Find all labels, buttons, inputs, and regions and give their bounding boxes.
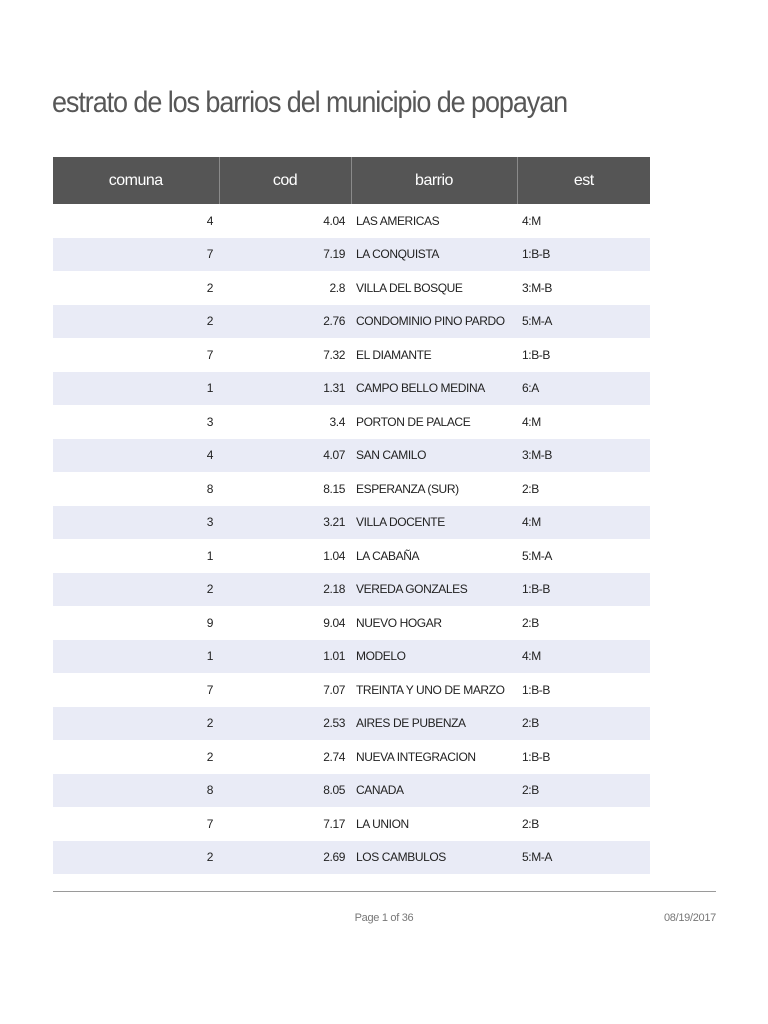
table-row (53, 204, 650, 238)
cell-barrio: VILLA DEL BOSQUE (351, 271, 517, 305)
column-header-est: est (517, 157, 650, 204)
cell-cod: 4.04 (219, 204, 351, 238)
cell-est: 5:M-A (517, 305, 650, 339)
cell-comuna: 3 (53, 506, 219, 540)
cell-comuna: 7 (53, 238, 219, 272)
cell-est: 4:M (517, 204, 650, 238)
cell-comuna: 2 (53, 305, 219, 339)
cell-cod: 2.76 (219, 305, 351, 339)
table-row (53, 807, 650, 841)
table-header (53, 157, 650, 204)
cell-cod: 9.04 (219, 606, 351, 640)
cell-est: 4:M (517, 640, 650, 674)
cell-cod: 7.07 (219, 673, 351, 707)
column-header-cod: cod (219, 157, 351, 204)
cell-cod: 7.19 (219, 238, 351, 272)
cell-est: 5:M-A (517, 841, 650, 875)
cell-comuna: 1 (53, 640, 219, 674)
cell-barrio: NUEVO HOGAR (351, 606, 517, 640)
table-row (53, 238, 650, 272)
print-date: 08/19/2017 (663, 912, 716, 924)
cell-cod: 2.53 (219, 707, 351, 741)
cell-barrio: LAS AMERICAS (351, 204, 517, 238)
cell-barrio: CANADA (351, 774, 517, 808)
cell-comuna: 2 (53, 841, 219, 875)
cell-cod: 3.4 (219, 405, 351, 439)
cell-barrio: VILLA DOCENTE (351, 506, 517, 540)
column-header-comuna: comuna (53, 157, 219, 204)
cell-barrio: CONDOMINIO PINO PARDO (351, 305, 517, 339)
table-row (53, 271, 650, 305)
cell-comuna: 4 (53, 439, 219, 473)
data-table-container (53, 157, 650, 874)
cell-comuna: 7 (53, 338, 219, 372)
table-row (53, 439, 650, 473)
cell-comuna: 4 (53, 204, 219, 238)
cell-est: 4:M (517, 506, 650, 540)
cell-barrio: LA CABAÑA (351, 539, 517, 573)
page-title: estrato de los barrios del municipio de popayan (52, 86, 568, 119)
data-table (53, 157, 650, 874)
cell-est: 3:M-B (517, 271, 650, 305)
table-row (53, 774, 650, 808)
cell-cod: 1.31 (219, 372, 351, 406)
cell-barrio: AIRES DE PUBENZA (351, 707, 517, 741)
table-row (53, 673, 650, 707)
cell-comuna: 3 (53, 405, 219, 439)
cell-comuna: 7 (53, 807, 219, 841)
table-body (53, 204, 650, 874)
cell-comuna: 9 (53, 606, 219, 640)
cell-comuna: 8 (53, 472, 219, 506)
page-number: Page 1 of 36 (354, 912, 414, 924)
table-row (53, 506, 650, 540)
cell-est: 2:B (517, 472, 650, 506)
table-header-row (53, 157, 650, 204)
table-row (53, 740, 650, 774)
table-row (53, 573, 650, 607)
cell-comuna: 1 (53, 372, 219, 406)
cell-est: 1:B-B (517, 338, 650, 372)
cell-est: 1:B-B (517, 238, 650, 272)
cell-cod: 4.07 (219, 439, 351, 473)
cell-cod: 2.8 (219, 271, 351, 305)
cell-barrio: LA UNION (351, 807, 517, 841)
table-row (53, 472, 650, 506)
cell-est: 1:B-B (517, 740, 650, 774)
cell-est: 1:B-B (517, 673, 650, 707)
cell-comuna: 2 (53, 707, 219, 741)
cell-barrio: ESPERANZA (SUR) (351, 472, 517, 506)
table-row (53, 372, 650, 406)
cell-cod: 2.69 (219, 841, 351, 875)
cell-cod: 3.21 (219, 506, 351, 540)
cell-barrio: CAMPO BELLO MEDINA (351, 372, 517, 406)
cell-comuna: 2 (53, 271, 219, 305)
cell-est: 2:B (517, 774, 650, 808)
cell-comuna: 8 (53, 774, 219, 808)
cell-barrio: EL DIAMANTE (351, 338, 517, 372)
cell-est: 2:B (517, 606, 650, 640)
cell-barrio: PORTON DE PALACE (351, 405, 517, 439)
cell-cod: 1.01 (219, 640, 351, 674)
cell-barrio: LA CONQUISTA (351, 238, 517, 272)
cell-cod: 1.04 (219, 539, 351, 573)
cell-barrio: MODELO (351, 640, 517, 674)
cell-barrio: TREINTA Y UNO DE MARZO (351, 673, 517, 707)
cell-est: 2:B (517, 707, 650, 741)
cell-cod: 2.74 (219, 740, 351, 774)
cell-comuna: 2 (53, 740, 219, 774)
cell-cod: 8.05 (219, 774, 351, 808)
cell-est: 2:B (517, 807, 650, 841)
column-header-barrio: barrio (351, 157, 517, 204)
cell-cod: 2.18 (219, 573, 351, 607)
table-row (53, 640, 650, 674)
cell-barrio: SAN CAMILO (351, 439, 517, 473)
cell-barrio: LOS CAMBULOS (351, 841, 517, 875)
cell-est: 1:B-B (517, 573, 650, 607)
table-row (53, 338, 650, 372)
cell-comuna: 1 (53, 539, 219, 573)
cell-barrio: NUEVA INTEGRACION (351, 740, 517, 774)
cell-barrio: VEREDA GONZALES (351, 573, 517, 607)
cell-est: 5:M-A (517, 539, 650, 573)
footer-divider (53, 891, 716, 892)
table-row (53, 539, 650, 573)
cell-cod: 7.32 (219, 338, 351, 372)
cell-comuna: 7 (53, 673, 219, 707)
cell-est: 4:M (517, 405, 650, 439)
cell-est: 6:A (517, 372, 650, 406)
cell-est: 3:M-B (517, 439, 650, 473)
table-row (53, 606, 650, 640)
table-row (53, 305, 650, 339)
table-row (53, 841, 650, 875)
cell-comuna: 2 (53, 573, 219, 607)
table-row (53, 405, 650, 439)
cell-cod: 7.17 (219, 807, 351, 841)
cell-cod: 8.15 (219, 472, 351, 506)
table-row (53, 707, 650, 741)
